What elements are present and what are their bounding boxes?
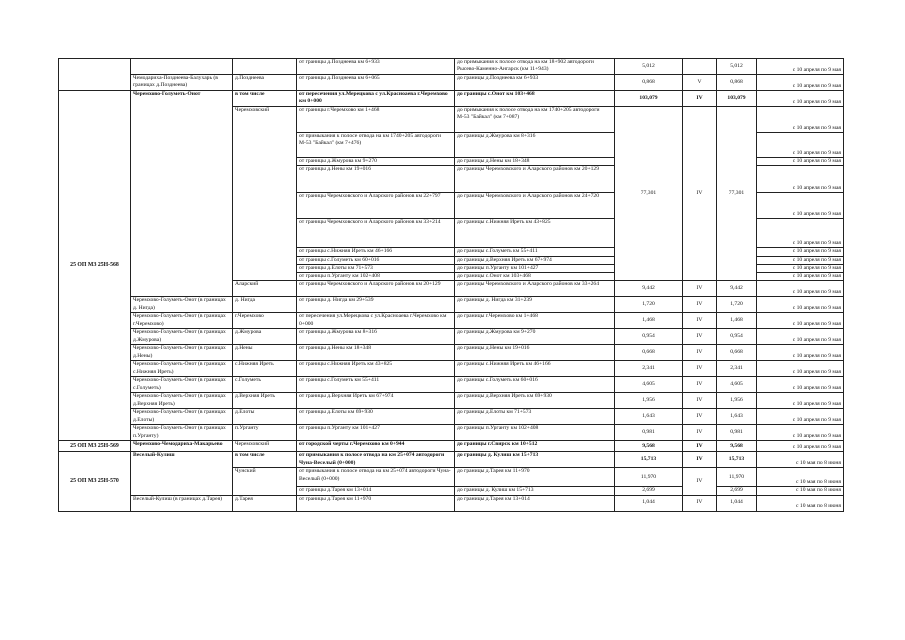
period-cell: с 10 апреля по 9 мая xyxy=(757,361,844,377)
table-row xyxy=(59,297,844,313)
road-name-cell: Веселый-Кулиш (в границах д.Тарея) xyxy=(131,495,233,511)
to-cell: до границы д. Кулиш км 15+713 xyxy=(455,452,615,468)
settlement-cell: д.Нены xyxy=(233,345,297,361)
from-cell: от границы д.Жмурова км 8+316 xyxy=(297,329,455,345)
from-cell: от границы д.Позднеева км 6+933 xyxy=(297,59,455,75)
length-total-cell: 11,970 xyxy=(717,468,757,487)
period-cell: с 10 апреля по 9 мая xyxy=(757,158,844,166)
table-row xyxy=(59,452,844,468)
settlement-cell: с.Нижняя Иреть xyxy=(233,361,297,377)
category-cell xyxy=(683,59,717,75)
to-cell: до границы д.Нены км 19+016 xyxy=(455,345,615,361)
period-cell: с 10 апреля по 9 мая xyxy=(757,133,844,158)
from-cell: от примыкания к полосе отвода на км 25+074 автодороги Чуна-Веселый (0+000) xyxy=(297,468,455,487)
to-cell: до границы с.Нижняя Иреть км 46+166 xyxy=(455,361,615,377)
length-cell: 0,668 xyxy=(615,345,683,361)
settlement-cell: в том числе xyxy=(233,452,297,468)
road-code-cell xyxy=(59,59,131,91)
length-cell: 1,044 xyxy=(615,495,683,511)
road-name-cell xyxy=(131,59,233,75)
to-cell: до границы с.Онот км 103+468 xyxy=(455,273,615,281)
settlement-cell: Черемховский xyxy=(233,107,297,281)
length-total-cell: 0,868 xyxy=(717,75,757,91)
settlement-cell: д. Нигда xyxy=(233,297,297,313)
period-cell: с 10 апреля по 9 мая xyxy=(757,281,844,297)
from-cell: от городской черты г.Черемхово км 0+944 xyxy=(297,441,455,452)
table-row xyxy=(59,59,844,75)
table-row xyxy=(59,425,844,441)
from-cell: от границы с.Нижняя Иреть км 46+166 xyxy=(297,248,455,256)
road-name-cell: Веселый-Кулиш xyxy=(131,452,233,495)
period-cell: с 10 апреля по 9 мая xyxy=(757,107,844,133)
from-cell: от границы д.Елоты км 69+930 xyxy=(297,409,455,425)
period-cell: с 10 апреля по 9 мая xyxy=(757,264,844,272)
settlement-cell: д.Тарея xyxy=(233,495,297,511)
length-total-cell: 1,044 xyxy=(717,495,757,511)
road-name-cell: Черемхово-Голуметь-Онот (в границах д.Верхняя Иреть) xyxy=(131,393,233,409)
to-cell: до границы д.Позднеева км 6+933 xyxy=(455,75,615,91)
from-cell: от границы д.Елоты км 71+573 xyxy=(297,264,455,272)
to-cell: до границы д.Тарея км 11+970 xyxy=(455,468,615,487)
to-cell: до границы п.Урганту км 101+427 xyxy=(455,264,615,272)
settlement-cell: д.Верхняя Иреть xyxy=(233,393,297,409)
to-cell: до границы д.Елоты км 71+573 xyxy=(455,409,615,425)
to-cell: до границы д.Верхняя Иреть км 67+974 xyxy=(455,256,615,264)
from-cell: от границы Черемховского и Аларского районов км 22+797 xyxy=(297,193,455,219)
length-cell: 2,341 xyxy=(615,361,683,377)
to-cell: до границы д.Жмурова км 9+270 xyxy=(455,329,615,345)
settlement-cell: Черемховский xyxy=(233,441,297,452)
road-code-cell: 25 ОП МЗ 25Н-568 xyxy=(59,91,131,441)
period-cell: с 10 апреля по 9 мая xyxy=(757,59,844,75)
from-cell: от границы с.Голуметь км 60+016 xyxy=(297,256,455,264)
category-cell: IV xyxy=(683,345,717,361)
period-cell: с 10 апреля по 9 мая xyxy=(757,393,844,409)
period-cell: с 10 апреля по 9 мая xyxy=(757,377,844,393)
road-name-cell: Черемхово-Голуметь-Онот (в границах д.Елоты) xyxy=(131,409,233,425)
table-row xyxy=(59,377,844,393)
from-cell: от границы д.Тарея км 11+970 xyxy=(297,495,455,511)
category-cell: IV xyxy=(683,297,717,313)
period-cell: с 10 апреля по 9 мая xyxy=(757,345,844,361)
road-code-cell: 25 ОП МЗ 25Н-570 xyxy=(59,452,131,511)
from-cell: от границы г.Черемхово км 1+468 xyxy=(297,107,455,133)
from-cell: от границы д.Нены км 18+348 xyxy=(297,345,455,361)
to-cell: до примыкания к полосе отвода на км 1740+205 автодороги М-53 "Байкал" (км 7+087) xyxy=(455,107,615,133)
to-cell: до границы с.Голуметь км 55+411 xyxy=(455,248,615,256)
table-row xyxy=(59,91,844,107)
to-cell: до границы с.Онот км 103+468 xyxy=(455,91,615,107)
period-cell: с 10 апреля по 9 мая xyxy=(757,193,844,219)
table-row xyxy=(59,409,844,425)
table-row xyxy=(59,345,844,361)
table-row xyxy=(59,329,844,345)
period-cell: с 10 апреля по 9 мая xyxy=(757,219,844,248)
to-cell: до границы п.Урганту км 102+408 xyxy=(455,425,615,441)
road-name-cell: Чемодариха-Позднеева-Балухарь (в границах д.Позднеева) xyxy=(131,75,233,91)
to-cell: до границы д. Кулиш км 15+713 xyxy=(455,487,615,495)
table-row xyxy=(59,75,844,91)
road-name-cell: Черемхово-Голуметь-Онот (в границах д. Нигда) xyxy=(131,297,233,313)
from-cell: от пересечения ул.Мерецкова с ул.Красноаева г.Черемхово км 0+000 xyxy=(297,91,455,107)
from-cell: от границы п.Урганту км 101+427 xyxy=(297,425,455,441)
road-name-cell: Черемхово-Голуметь-Онот xyxy=(131,91,233,297)
table-row xyxy=(59,393,844,409)
length-cell: 1,956 xyxy=(615,393,683,409)
length-total-cell: 5,012 xyxy=(717,59,757,75)
road-restrictions-table xyxy=(58,58,844,512)
period-cell: с 10 мая по 8 июня xyxy=(757,452,844,468)
length-cell: 103,079 xyxy=(615,91,683,107)
table-row xyxy=(59,361,844,377)
category-cell: IV xyxy=(683,91,717,107)
settlement-cell: г.Черемхово xyxy=(233,313,297,329)
length-total-cell: 0,981 xyxy=(717,425,757,441)
category-cell: IV xyxy=(683,468,717,495)
to-cell: до границы г.Черемхово км 1+468 xyxy=(455,313,615,329)
category-cell: V xyxy=(683,75,717,91)
period-cell: с 10 мая по 8 июня xyxy=(757,495,844,511)
category-cell: IV xyxy=(683,495,717,511)
category-cell: IV xyxy=(683,329,717,345)
length-total-cell: 0,668 xyxy=(717,345,757,361)
length-cell: 4,605 xyxy=(615,377,683,393)
to-cell: до границы Черемховского и Аларского районов км 24+720 xyxy=(455,193,615,219)
to-cell: до границы д.Верхняя Иреть км 69+930 xyxy=(455,393,615,409)
to-cell: до границы г.Свирск км 10+512 xyxy=(455,441,615,452)
length-total-cell: 1,720 xyxy=(717,297,757,313)
from-cell: от границы д.Тарея км 13+014 xyxy=(297,487,455,495)
length-total-cell: 2,341 xyxy=(717,361,757,377)
from-cell: от границы с.Голуметь км 55+411 xyxy=(297,377,455,393)
table-row xyxy=(59,495,844,511)
length-cell: 0,868 xyxy=(615,75,683,91)
length-cell: 5,012 xyxy=(615,59,683,75)
length-cell: 1,468 xyxy=(615,313,683,329)
to-cell: до границы д.Тарея км 13+014 xyxy=(455,495,615,511)
category-cell: IV xyxy=(683,281,717,297)
table-row xyxy=(59,313,844,329)
length-total-cell: 103,079 xyxy=(717,91,757,107)
from-cell: от границы д.Нены км 19+016 xyxy=(297,166,455,193)
settlement-cell: п.Урганту xyxy=(233,425,297,441)
length-total-cell: 1,468 xyxy=(717,313,757,329)
from-cell: от примыкания к полосе отвода на км 1740+205 автодороги М-53 "Байкал" (км 7+476) xyxy=(297,133,455,158)
from-cell: от границы д. Нигда км 29+539 xyxy=(297,297,455,313)
length-total-cell: 1,643 xyxy=(717,409,757,425)
category-cell: IV xyxy=(683,409,717,425)
category-cell: IV xyxy=(683,425,717,441)
length-total-cell: 1,956 xyxy=(717,393,757,409)
settlement-cell: Чунский xyxy=(233,468,297,495)
from-cell: от границы п.Урганту км 102+408 xyxy=(297,273,455,281)
table-row xyxy=(59,441,844,452)
from-cell: от границы с.Нижняя Иреть км 43+825 xyxy=(297,361,455,377)
road-name-cell: Черемхово-Голуметь-Онот (в границах п.Урганту) xyxy=(131,425,233,441)
category-cell: IV xyxy=(683,393,717,409)
from-cell: от границы д.Верхняя Иреть км 67+974 xyxy=(297,393,455,409)
period-cell: с 10 апреля по 9 мая xyxy=(757,329,844,345)
to-cell: до границы д. Нигда км 31+239 xyxy=(455,297,615,313)
period-cell: с 10 мая по 8 июня xyxy=(757,487,844,495)
road-name-cell: Черемхово-Чемодариха-Макарьево xyxy=(131,441,233,452)
from-cell: от границы Черемховского и Аларского районов км 33+214 xyxy=(297,219,455,248)
from-cell: от границы д.Позднеева км 6+065 xyxy=(297,75,455,91)
settlement-cell: д.Елоты xyxy=(233,409,297,425)
road-name-cell: Черемхово-Голуметь-Онот (в границах г.Черемхово) xyxy=(131,313,233,329)
road-name-cell: Черемхово-Голуметь-Онот (в границах д.Жмурова) xyxy=(131,329,233,345)
period-cell: с 10 апреля по 9 мая xyxy=(757,256,844,264)
from-cell: от пересечения ул.Мерецкова с ул.Красноаева г.Черемхово км 0+000 xyxy=(297,313,455,329)
period-cell: с 10 мая по 8 июня xyxy=(757,468,844,487)
period-cell: с 10 апреля по 9 мая xyxy=(757,166,844,193)
period-cell: с 10 апреля по 9 мая xyxy=(757,91,844,107)
length-cell: 9,442 xyxy=(615,281,683,297)
period-cell: с 10 апреля по 9 мая xyxy=(757,441,844,452)
to-cell: до границы Черемховского и Аларского районов км 33+264 xyxy=(455,281,615,297)
to-cell: до границы с.Нижняя Иреть км 43+825 xyxy=(455,219,615,248)
length-cell: 1,643 xyxy=(615,409,683,425)
length-total-cell: 77,301 xyxy=(717,107,757,281)
to-cell: до границы д.Жмурова км 8+316 xyxy=(455,133,615,158)
to-cell: до примыкания к полосе отвода на км 18+902 автодороги Рысево-Каменно-Ангарск (км 11+943) xyxy=(455,59,615,75)
to-cell: до границы с.Голуметь км 60+016 xyxy=(455,377,615,393)
category-cell: IV xyxy=(683,452,717,468)
length-cell: 15,713 xyxy=(615,452,683,468)
settlement-cell: Аларский xyxy=(233,281,297,297)
to-cell: до границы Черемховского и Аларского районов км 20+129 xyxy=(455,166,615,193)
length-cell: 11,970 xyxy=(615,468,683,487)
settlement-cell xyxy=(233,59,297,75)
length-cell: 1,720 xyxy=(615,297,683,313)
period-cell: с 10 апреля по 9 мая xyxy=(757,409,844,425)
period-cell: с 10 апреля по 9 мая xyxy=(757,75,844,91)
road-name-cell: Черемхово-Голуметь-Онот (в границах с.Нижняя Иреть) xyxy=(131,361,233,377)
from-cell: от примыкания к полосе отвода на км 25+074 автодороги Чуна-Веселый (0+000) xyxy=(297,452,455,468)
settlement-cell: д.Позднеева xyxy=(233,75,297,91)
category-cell: IV xyxy=(683,441,717,452)
road-code-cell: 25 ОП МЗ 25Н-569 xyxy=(59,441,131,452)
from-cell: от границы д.Жмурова км 9+270 xyxy=(297,158,455,166)
length-total-cell: 9,568 xyxy=(717,441,757,452)
length-cell: 77,301 xyxy=(615,107,683,281)
to-cell: до границы д.Нены км 18+348 xyxy=(455,158,615,166)
category-cell: IV xyxy=(683,107,717,281)
category-cell: IV xyxy=(683,313,717,329)
category-cell: IV xyxy=(683,377,717,393)
period-cell: с 10 апреля по 9 мая xyxy=(757,273,844,281)
from-cell: от границы Черемховского и Аларского районов км 20+129 xyxy=(297,281,455,297)
length-total-cell: 4,605 xyxy=(717,377,757,393)
length-total-cell: 2,699 xyxy=(717,487,757,495)
period-cell: с 10 апреля по 9 мая xyxy=(757,425,844,441)
length-cell: 9,568 xyxy=(615,441,683,452)
length-cell: 0,981 xyxy=(615,425,683,441)
length-total-cell: 15,713 xyxy=(717,452,757,468)
road-name-cell: Черемхово-Голуметь-Онот (в границах д.Нены) xyxy=(131,345,233,361)
period-cell: с 10 апреля по 9 мая xyxy=(757,297,844,313)
period-cell: с 10 апреля по 9 мая xyxy=(757,248,844,256)
length-total-cell: 0,954 xyxy=(717,329,757,345)
road-name-cell: Черемхово-Голуметь-Онот (в границах с.Голуметь) xyxy=(131,377,233,393)
length-cell: 2,699 xyxy=(615,487,683,495)
settlement-cell: с.Голуметь xyxy=(233,377,297,393)
category-cell: IV xyxy=(683,361,717,377)
length-total-cell: 9,442 xyxy=(717,281,757,297)
period-cell: с 10 апреля по 9 мая xyxy=(757,313,844,329)
settlement-cell: в том числе xyxy=(233,91,297,107)
settlement-cell: д.Жмурова xyxy=(233,329,297,345)
length-cell: 0,954 xyxy=(615,329,683,345)
